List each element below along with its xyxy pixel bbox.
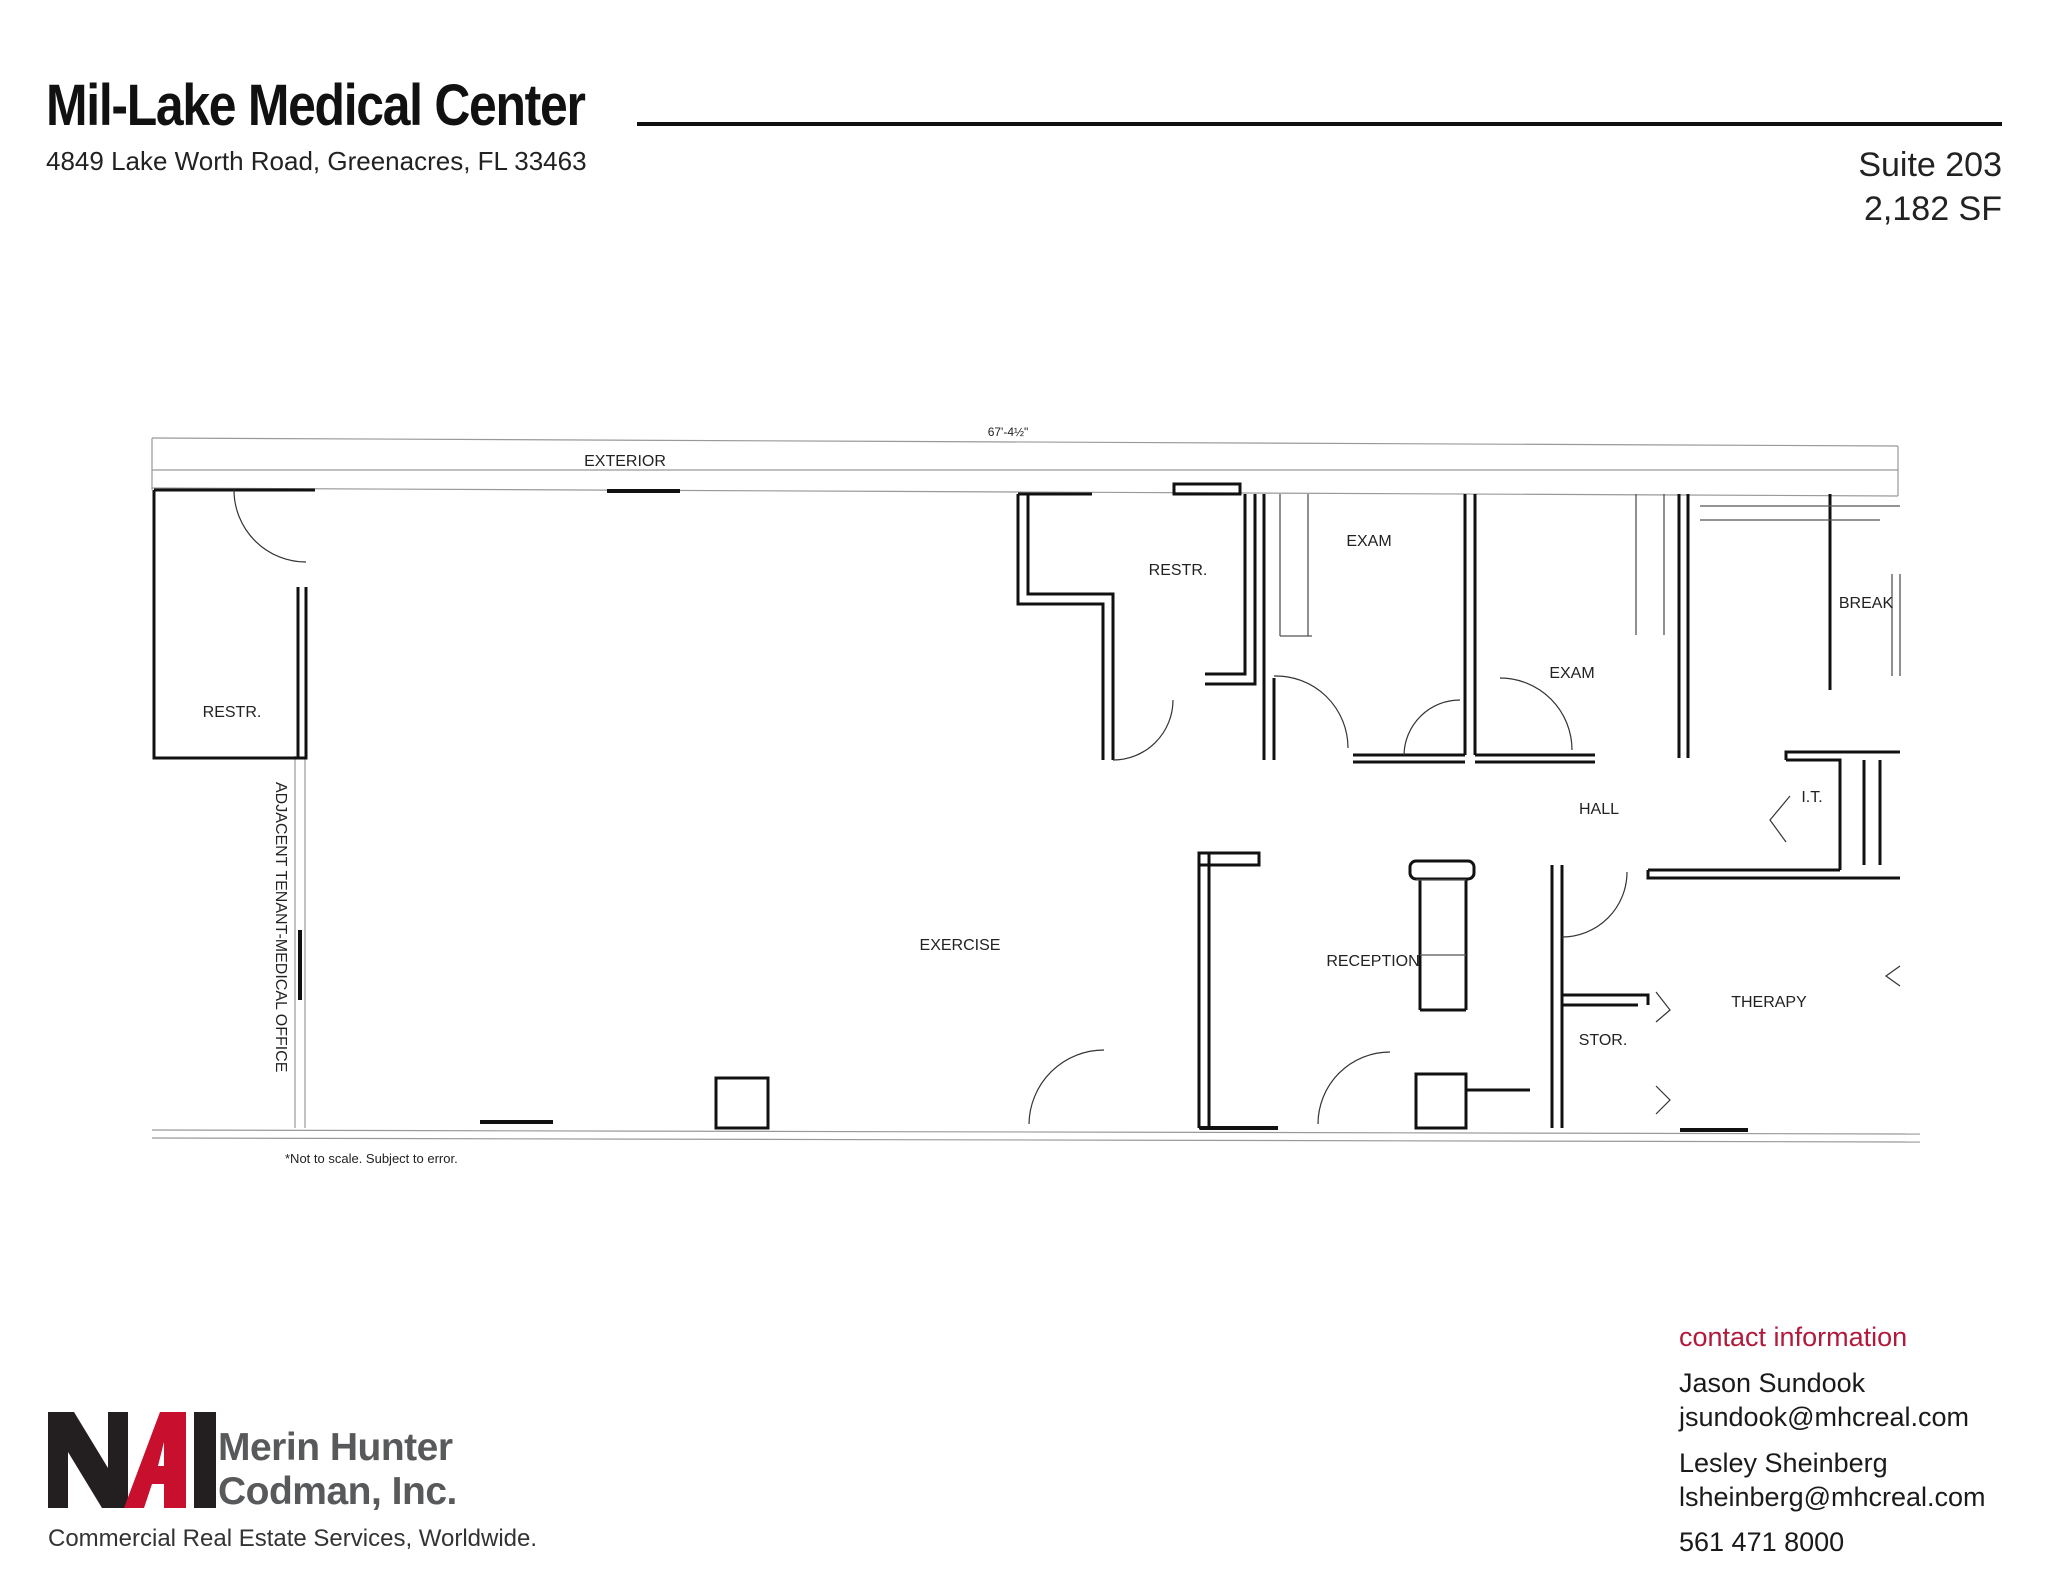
nai-logo-icon (48, 1412, 218, 1508)
room-label-exam-1: EXAM (1346, 533, 1392, 550)
company-name-line-1: Merin Hunter (218, 1426, 453, 1469)
company-tagline: Commercial Real Estate Services, Worldwide. (48, 1525, 538, 1552)
contact-name-1: Jason Sundook (1679, 1368, 1866, 1398)
contact-email-1[interactable]: jsundook@mhcreal.com (1679, 1402, 1970, 1432)
suite-number: Suite 203 (1858, 146, 2002, 184)
adjacent-tenant-label: ADJACENT TENANT-MEDICAL OFFICE (272, 782, 289, 1073)
room-label-exercise: EXERCISE (919, 937, 1001, 954)
page-title: Mil-Lake Medical Center (46, 73, 585, 138)
floor-plan (140, 410, 1920, 1180)
room-label-restr-left: RESTR. (202, 704, 262, 721)
contact-name-2: Lesley Sheinberg (1679, 1448, 1888, 1478)
contact-heading: contact information (1679, 1322, 1908, 1352)
room-label-break: BREAK (1838, 595, 1894, 612)
contact-email-2[interactable]: lsheinberg@mhcreal.com (1679, 1482, 1986, 1512)
dimension-label: 67'-4½" (987, 425, 1029, 439)
room-label-stor: STOR. (1578, 1032, 1628, 1049)
room-label-restr-mid: RESTR. (1148, 562, 1208, 579)
room-label-therapy: THERAPY (1731, 994, 1807, 1011)
title-rule (637, 122, 2002, 126)
company-name-line-2: Codman, Inc. (218, 1470, 457, 1513)
disclaimer-note: *Not to scale. Subject to error. (285, 1151, 458, 1166)
room-label-exam-2: EXAM (1549, 665, 1595, 682)
room-label-it: I.T. (1801, 789, 1823, 806)
room-label-reception: RECEPTION (1326, 953, 1420, 970)
exterior-label: EXTERIOR (584, 453, 666, 470)
property-address: 4849 Lake Worth Road, Greenacres, FL 33463 (46, 146, 587, 176)
suite-area: 2,182 SF (1864, 190, 2002, 228)
contact-phone[interactable]: 561 471 8000 (1679, 1527, 1845, 1557)
room-label-hall: HALL (1578, 801, 1620, 818)
